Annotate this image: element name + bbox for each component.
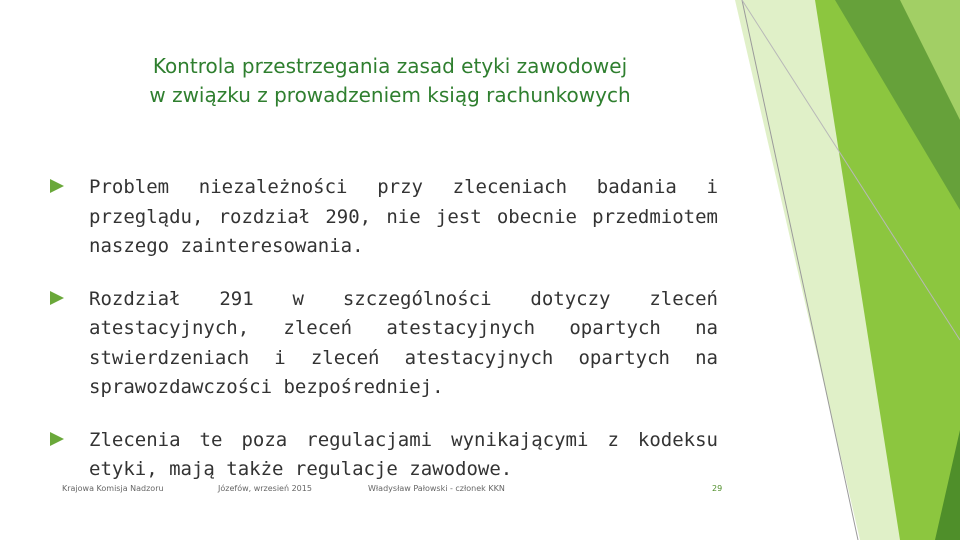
light-green-panel <box>735 0 960 540</box>
bullet-list <box>50 173 718 508</box>
list-item <box>50 173 718 262</box>
green-arrow-bullet-icon <box>50 432 64 446</box>
grey-diagonal-line <box>742 0 858 540</box>
page-number: 29 <box>712 484 723 493</box>
green-stripe-dark <box>835 0 960 210</box>
title-line-1: Kontrola przestrzegania zasad etyki zawodowej <box>152 54 628 78</box>
footer-author: Władysław Pałowski - członek KKN <box>368 484 505 493</box>
grey-diagonal-line-2 <box>742 0 960 340</box>
green-triangle-bottom <box>935 430 960 540</box>
slide-title <box>90 52 690 110</box>
list-item <box>50 285 718 403</box>
green-stripe-light <box>900 0 960 120</box>
footer-place-date: Józefów, wrzesień 2015 <box>218 484 312 493</box>
bullet-text: Zlecenia te poza regulacjami wynikającymi z kodeksu etyki, mają także regulacje zawodowe. <box>89 428 718 480</box>
bullet-text: Problem niezależności przy zleceniach badania i przeglądu, rozdział 290, nie jest obecnie przedmiotem naszego zainteresowania. <box>89 176 718 257</box>
green-arrow-bullet-icon <box>50 179 64 193</box>
footer-organization: Krajowa Komisja Nadzoru <box>62 484 164 493</box>
green-arrow-bullet-icon <box>50 291 64 305</box>
title-line-2: w związku z prowadzeniem ksiąg rachunkowych <box>149 83 631 107</box>
green-stripe-large <box>815 0 960 540</box>
bullet-text: Rozdział 291 w szczególności dotyczy zleceń atestacyjnych, zleceń atestacyjnych opartych na stwierdzeniach i zleceń atestacyjnych opartych na sprawozdawczości bezpośredniej. <box>89 287 718 398</box>
list-item <box>50 426 718 485</box>
